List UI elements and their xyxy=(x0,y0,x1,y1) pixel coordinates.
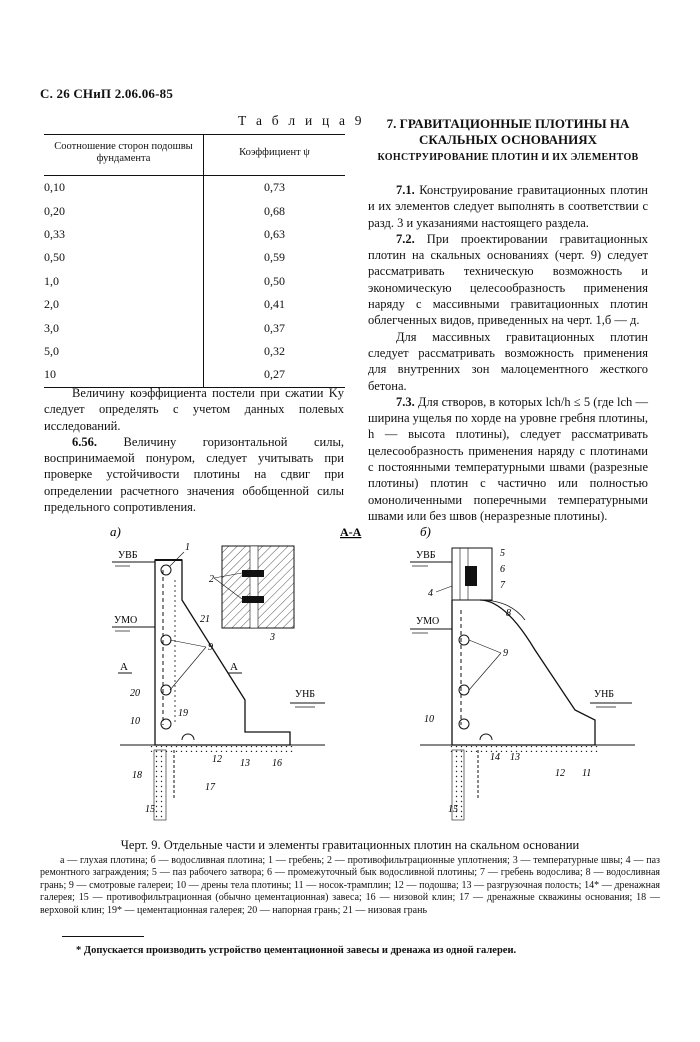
table-row xyxy=(44,199,345,222)
svg-text:12: 12 xyxy=(555,768,565,779)
svg-text:2: 2 xyxy=(209,574,214,585)
svg-text:13: 13 xyxy=(510,752,520,763)
ratio-value: 0,20 xyxy=(44,203,65,218)
left-column-text xyxy=(44,385,344,515)
svg-text:3: 3 xyxy=(270,632,275,643)
clause-text: При проектировании гравитационных плотин на скальных основаниях (черт. 9) следует рассматривать техническую возможность и экономическую целесообразность применения наряду с массивными гравитационных плотин облегченных видов, приведенных на черт. 1,б — д. xyxy=(368,231,648,328)
coefficient-cell xyxy=(204,176,346,200)
table-row xyxy=(44,316,345,339)
clause-number: 7.2. xyxy=(396,231,415,246)
ratio-value: 0,33 xyxy=(44,226,65,241)
svg-text:14: 14 xyxy=(490,752,500,763)
svg-text:19: 19 xyxy=(178,708,188,719)
coefficient-value: 0,50 xyxy=(264,273,285,288)
figure-legend: а — глухая плотина; б — водосливная плотина; 1 — гребень; 2 — противофильтрационные уплотнения; 3 — температурные швы; 4 — паз ремонтного заграждения; 5 — паз рабочего затвора; 6 — промежуточный бык водосливной плотины; 7 — гребень водослива; 8 — водосливная грань; 9 — смотровые галереи; 10 — дрены тела плотины; 11 — носок-трамплин; 12 — подошва; 13 — разгрузочная полость; 14* — дренажная галерея; 15 — противофильтрационная (обычно цементационная) завеса; 16 — низовой клин; 17 — дренажные скважины основания; 18 — верховой клин; 19* — цементационная галерея; 20 — напорная грань; 21 — низовая грань xyxy=(40,855,660,916)
svg-text:13: 13 xyxy=(240,758,250,769)
coefficient-table xyxy=(44,134,345,388)
clause-text: Для створов, в которых lch/h ≤ 5 (где lch — ширина ущелья по хорде на уровне гребня плотины, h — высота плотины), следует рассматривать целесообразность применения наряду с плотинами с постоянными температурными швами (разрезные плотины) плотин с частично или полностью омоноличенными поперечными температурными швами или без швов (неразрезные плотины). xyxy=(368,394,648,523)
table-row xyxy=(44,293,345,316)
table-row xyxy=(44,246,345,269)
svg-text:16: 16 xyxy=(272,758,282,769)
dam-b xyxy=(410,548,635,820)
coefficient-value: 0,63 xyxy=(264,226,285,241)
svg-text:4: 4 xyxy=(428,588,433,599)
ratio-cell xyxy=(44,293,204,316)
coefficient-cell xyxy=(204,363,346,387)
ratio-cell xyxy=(44,176,204,200)
paragraph-7-2 xyxy=(368,231,648,329)
uvb-label: УВБ xyxy=(118,550,138,561)
svg-text:9: 9 xyxy=(208,642,213,653)
figure-dam-drawing xyxy=(0,520,700,832)
clause-text: Величину горизонтальной силы, воспринимаемой понуром, следует учитывать при проверке устойчивости плотины на сдвиг при определении расчетного значения обобщенной силы предельного сопротивления. xyxy=(44,434,344,515)
svg-text:1: 1 xyxy=(185,542,190,553)
coefficient-value: 0,41 xyxy=(264,297,285,312)
section-title: 7. ГРАВИТАЦИОННЫЕ ПЛОТИНЫ НА СКАЛЬНЫХ ОСНОВАНИЯХ xyxy=(386,116,630,147)
ratio-cell xyxy=(44,340,204,363)
uvb-label-b: УВБ xyxy=(416,550,436,561)
figure-caption: Черт. 9. Отдельные части и элементы гравитационных плотин на скальном основании xyxy=(120,838,580,852)
svg-text:10: 10 xyxy=(424,714,434,725)
svg-text:9: 9 xyxy=(503,648,508,659)
umo-label-b: УМО xyxy=(416,616,440,627)
coefficient-cell xyxy=(204,246,346,269)
table-row xyxy=(44,270,345,293)
ratio-cell xyxy=(44,316,204,339)
label-section: А-А xyxy=(340,525,362,539)
coefficient-value: 0,27 xyxy=(264,367,285,382)
svg-text:21: 21 xyxy=(200,614,210,625)
umo-label: УМО xyxy=(114,615,138,626)
ratio-cell xyxy=(44,246,204,269)
paragraph-7-2-continued: Для массивных гравитационных плотин следует рассматривать возможность применения для внутренних зон малоцементного жесткого бетона. xyxy=(368,329,648,393)
subsection-title: КОНСТРУИРОВАНИЕ ПЛОТИН И ИХ ЭЛЕМЕНТОВ xyxy=(377,152,639,163)
coefficient-cell xyxy=(204,199,346,222)
table-caption: Т а б л и ц а 9 xyxy=(238,113,365,128)
clause-number: 7.3. xyxy=(396,394,415,409)
svg-text:20: 20 xyxy=(130,688,140,699)
coefficient-value: 0,73 xyxy=(264,180,285,195)
svg-text:7: 7 xyxy=(500,580,505,591)
svg-text:6: 6 xyxy=(500,564,505,575)
ratio-cell xyxy=(44,270,204,293)
ratio-value: 1,0 xyxy=(44,273,59,288)
unb-label: УНБ xyxy=(295,689,316,700)
coefficient-value: 0,37 xyxy=(264,320,285,335)
coefficient-cell xyxy=(204,223,346,246)
label-a: а) xyxy=(110,524,121,539)
table-row xyxy=(44,176,345,200)
clause-number: 6.56. xyxy=(72,434,97,449)
dam-a xyxy=(112,542,325,820)
svg-text:11: 11 xyxy=(582,768,592,779)
table-header-coefficient: Коэффициент ψ xyxy=(204,135,346,176)
table-row xyxy=(44,340,345,363)
ratio-cell xyxy=(44,199,204,222)
table-header-ratio: Соотношение сторон подошвы фундамента xyxy=(44,135,204,176)
svg-text:15: 15 xyxy=(448,804,458,815)
svg-text:8: 8 xyxy=(506,608,511,619)
coefficient-cell xyxy=(204,293,346,316)
table-row xyxy=(44,363,345,387)
svg-text:18: 18 xyxy=(132,770,142,781)
ratio-cell xyxy=(44,223,204,246)
coefficient-value: 0,59 xyxy=(264,250,285,265)
table-row xyxy=(44,223,345,246)
coefficient-cell xyxy=(204,340,346,363)
ratio-value: 3,0 xyxy=(44,320,59,335)
ratio-cell xyxy=(44,363,204,387)
ratio-value: 10 xyxy=(44,367,56,382)
label-b: б) xyxy=(420,524,431,539)
ratio-value: 0,50 xyxy=(44,250,65,265)
paragraph-7-3 xyxy=(368,394,648,524)
clause-number: 7.1. xyxy=(396,183,415,197)
ratio-value: 0,10 xyxy=(44,180,65,195)
section-mark-a-right: А xyxy=(230,661,238,673)
coefficient-value: 0,32 xyxy=(264,343,285,358)
page-header: С. 26 СНиП 2.06.06-85 xyxy=(40,86,174,101)
ratio-value: 2,0 xyxy=(44,297,59,312)
footnote-divider xyxy=(62,936,144,937)
svg-text:15: 15 xyxy=(145,804,155,815)
paragraph-7-1 xyxy=(368,182,648,231)
svg-text:5: 5 xyxy=(500,548,505,559)
svg-text:12: 12 xyxy=(212,754,222,765)
unb-label-b: УНБ xyxy=(594,689,615,700)
right-column-text xyxy=(368,182,648,524)
svg-text:10: 10 xyxy=(130,716,140,727)
paragraph-ky: Величину коэффициента постели при сжатии Kу следует определять с учетом данных полевых исследований. xyxy=(44,386,344,433)
clause-text: Конструирование гравитационных плотин и их элементов следует выполнять в соответствии с разд. 3 и указаниями настоящего раздела. xyxy=(368,183,648,230)
coefficient-value: 0,68 xyxy=(264,203,285,218)
coefficient-cell xyxy=(204,316,346,339)
footnote: * Допускается производить устройство цементационной завесы и дренажа из одной галереи. xyxy=(76,945,517,956)
ratio-value: 5,0 xyxy=(44,343,59,358)
coefficient-cell xyxy=(204,270,346,293)
svg-text:17: 17 xyxy=(205,782,215,793)
paragraph-6-56 xyxy=(44,434,344,515)
section-mark-a-left: А xyxy=(120,661,128,673)
